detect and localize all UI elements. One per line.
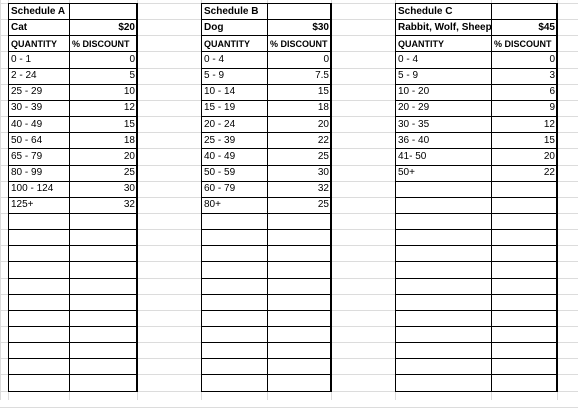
discount-value-cell[interactable]: 22 [317,134,329,146]
discount-header-cell[interactable]: % DISCOUNT [494,38,552,49]
discount-value-cell[interactable]: 6 [549,86,555,98]
table-row-border [395,326,558,327]
discount-value-cell[interactable]: 32 [317,183,329,195]
table-row-border [8,326,138,327]
table-row-border [395,391,558,392]
discount-header-cell[interactable]: % DISCOUNT [72,38,130,49]
discount-value-cell[interactable]: 0 [323,53,329,65]
discount-value-cell[interactable]: 12 [123,102,135,114]
discount-value-cell[interactable]: 30 [317,167,329,178]
table-row-border [395,261,558,262]
quantity-range-cell[interactable]: 10 - 14 [204,86,236,98]
discount-value-cell[interactable]: 25 [317,199,329,211]
quantity-range-cell[interactable]: 50 - 59 [204,167,236,178]
quantity-range-cell[interactable]: 40 - 49 [11,118,43,130]
table-row-border [8,294,138,295]
table-row-border [395,278,558,279]
table-row-border [8,278,138,279]
table-row-border [395,294,558,295]
discount-value-cell[interactable]: 5 [129,70,135,82]
table-row-border [395,374,558,375]
quantity-range-cell[interactable]: 0 - 4 [204,53,225,65]
discount-value-cell[interactable]: 12 [543,118,555,130]
quantity-range-cell[interactable]: 50 - 64 [11,134,43,146]
table-row-border [8,245,138,246]
discount-value-cell[interactable]: 18 [317,102,329,114]
quantity-header-cell[interactable]: QUANTITY [204,38,250,49]
discount-value-cell[interactable]: 9 [549,102,555,114]
table-row-border [395,229,558,230]
quantity-range-cell[interactable]: 25 - 39 [204,134,236,146]
quantity-range-cell[interactable]: 0 - 4 [398,53,419,65]
table-row-border [8,374,138,375]
discount-value-cell[interactable]: 32 [123,199,135,211]
quantity-range-cell[interactable]: 50+ [398,167,415,178]
discount-value-cell[interactable]: 20 [123,150,135,162]
table-row-border [395,310,558,311]
discount-value-cell[interactable]: 15 [543,134,555,146]
quantity-header-cell[interactable]: QUANTITY [11,38,57,49]
discount-header-cell[interactable]: % DISCOUNT [270,38,328,49]
discount-value-cell[interactable]: 10 [123,86,135,98]
table-row-border [8,310,138,311]
quantity-range-cell[interactable]: 125+ [11,199,34,211]
discount-value-cell[interactable]: 20 [543,150,555,162]
schedule-title-cell[interactable]: Schedule C [398,5,453,17]
schedule-title-cell[interactable]: Schedule A [11,5,66,17]
quantity-range-cell[interactable]: 2 - 24 [11,70,37,82]
quantity-range-cell[interactable]: 100 - 124 [11,183,54,195]
table-row-border [8,358,138,359]
price-cell[interactable]: $45 [538,21,555,33]
animal-name-cell[interactable]: Rabbit, Wolf, Sheep [398,21,492,33]
quantity-range-cell[interactable]: 20 - 29 [398,102,430,114]
animal-name-cell[interactable]: Cat [11,21,28,33]
quantity-range-cell[interactable]: 80+ [204,199,221,211]
table-row-border [8,391,138,392]
table-row-border [8,342,138,343]
quantity-range-cell[interactable]: 20 - 24 [204,118,236,130]
quantity-range-cell[interactable]: 15 - 19 [204,102,236,114]
schedule-title-cell[interactable]: Schedule B [204,5,259,17]
quantity-range-cell[interactable]: 5 - 9 [204,70,225,82]
quantity-range-cell[interactable]: 30 - 39 [11,102,43,114]
quantity-header-cell[interactable]: QUANTITY [398,38,444,49]
discount-value-cell[interactable]: 18 [123,134,135,146]
quantity-range-cell[interactable]: 25 - 29 [11,86,43,98]
discount-value-cell[interactable]: 3 [549,70,555,82]
discount-value-cell[interactable]: 15 [123,118,135,130]
gridline-vertical [0,0,1,400]
discount-value-cell[interactable]: 20 [317,118,329,130]
quantity-range-cell[interactable]: 41- 50 [398,150,427,162]
table-row-border [8,261,138,262]
quantity-range-cell[interactable]: 40 - 49 [204,150,236,162]
price-cell[interactable]: $20 [118,21,135,33]
discount-value-cell[interactable]: 7.5 [315,70,329,82]
discount-value-cell[interactable]: 0 [129,53,135,65]
discount-value-cell[interactable]: 25 [123,167,135,178]
quantity-range-cell[interactable]: 0 - 1 [11,53,32,65]
discount-value-cell[interactable]: 25 [317,150,329,162]
quantity-range-cell[interactable]: 60 - 79 [204,183,236,195]
table-row-border [395,213,558,214]
table-row-border [8,229,138,230]
quantity-range-cell[interactable]: 65 - 79 [11,150,43,162]
discount-value-cell[interactable]: 22 [543,167,555,178]
table-row-border [395,245,558,246]
table-row-border [395,197,558,198]
table-row-border [395,342,558,343]
quantity-range-cell[interactable]: 5 - 9 [398,70,419,82]
discount-value-cell[interactable]: 0 [549,53,555,65]
quantity-range-cell[interactable]: 10 - 20 [398,86,430,98]
quantity-range-cell[interactable]: 80 - 99 [11,167,43,178]
discount-value-cell[interactable]: 15 [317,86,329,98]
discount-value-cell[interactable]: 30 [123,183,135,195]
quantity-range-cell[interactable]: 30 - 35 [398,118,430,130]
table-row-border [395,358,558,359]
price-cell[interactable]: $30 [312,21,329,33]
animal-name-cell[interactable]: Dog [204,21,224,33]
quantity-range-cell[interactable]: 36 - 40 [398,134,430,146]
